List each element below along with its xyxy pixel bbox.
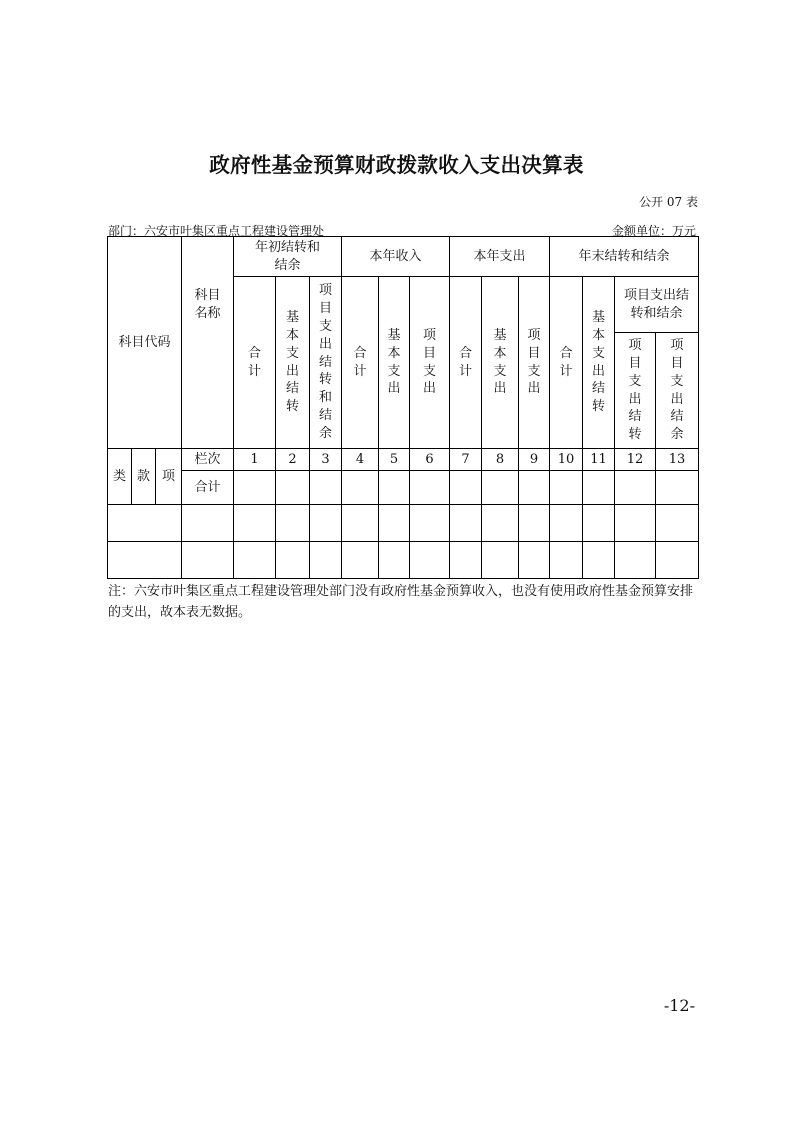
- opening-basic-carry-header: 基 本 支 出 结 转: [276, 277, 310, 449]
- page-number: -12-: [663, 996, 695, 1015]
- column-number: 1: [234, 449, 276, 471]
- table-cell: [182, 542, 234, 579]
- table-cell: [615, 471, 656, 505]
- table-cell: [410, 542, 450, 579]
- closing-project-balance-header: 项 目 支 出 结 余: [656, 333, 699, 449]
- item-label: 项: [156, 449, 182, 505]
- section-label: 款: [132, 449, 156, 505]
- table-cell: [656, 471, 699, 505]
- closing-total-header: 合 计: [550, 277, 583, 449]
- income-total-header: 合 计: [342, 277, 379, 449]
- table-cell: [583, 471, 615, 505]
- table-cell: [550, 542, 583, 579]
- column-number: 11: [583, 449, 615, 471]
- column-number: 10: [550, 449, 583, 471]
- table-cell: [379, 471, 410, 505]
- expense-project-header: 项 目 支 出: [519, 277, 550, 449]
- column-number-label: 栏次: [182, 449, 234, 471]
- column-number: 8: [482, 449, 519, 471]
- table-cell: [450, 505, 482, 542]
- column-number: 9: [519, 449, 550, 471]
- column-number: 12: [615, 449, 656, 471]
- table-cell: [656, 542, 699, 579]
- table-cell: [310, 471, 342, 505]
- table-cell: [276, 542, 310, 579]
- fund-budget-table: [107, 236, 699, 579]
- table-cell: [108, 542, 182, 579]
- table-cell: [550, 505, 583, 542]
- table-cell: [379, 505, 410, 542]
- table-cell: [482, 505, 519, 542]
- table-cell: [234, 505, 276, 542]
- column-number: 7: [450, 449, 482, 471]
- table-cell: [450, 542, 482, 579]
- total-row-label: 合计: [182, 471, 234, 505]
- table-row: [108, 542, 699, 579]
- table-cell: [342, 471, 379, 505]
- table-cell: [519, 505, 550, 542]
- column-number: 3: [310, 449, 342, 471]
- column-number: 5: [379, 449, 410, 471]
- column-number: 6: [410, 449, 450, 471]
- table-cell: [519, 542, 550, 579]
- table-cell: [276, 471, 310, 505]
- subject-code-header: 科目代码: [108, 237, 182, 449]
- closing-project-header: 项目支出结转和结余: [615, 277, 699, 333]
- table-cell: [108, 505, 182, 542]
- closing-balance-header: 年末结转和结余: [550, 237, 699, 277]
- footnote: 注：六安市叶集区重点工程建设管理处部门没有政府性基金预算收入，也没有使用政府性基金预算安排的支出，故本表无数据。: [108, 584, 694, 620]
- table-cell: [379, 542, 410, 579]
- table-cell: [450, 471, 482, 505]
- table-cell: [482, 542, 519, 579]
- table-cell: [234, 471, 276, 505]
- income-basic-header: 基 本 支 出: [379, 277, 410, 449]
- class-label: 类: [108, 449, 132, 505]
- subject-name-header: 科目 名称: [182, 237, 234, 449]
- income-header: 本年收入: [342, 237, 450, 277]
- closing-basic-carry-header: 基 本 支 出 结 转: [583, 277, 615, 449]
- page-title: 政府性基金预算财政拨款收入支出决算表: [209, 153, 584, 177]
- table-cell: [583, 505, 615, 542]
- opening-project-carry-balance-header: 项 目 支 出 结 转 和 结 余: [310, 277, 342, 449]
- table-cell: [310, 505, 342, 542]
- expense-total-header: 合 计: [450, 277, 482, 449]
- table-cell: [310, 542, 342, 579]
- closing-project-carry-header: 项 目 支 出 结 转: [615, 333, 656, 449]
- table-row: [108, 505, 699, 542]
- table-cell: [234, 542, 276, 579]
- column-number: 13: [656, 449, 699, 471]
- table-cell: [276, 505, 310, 542]
- table-cell: [615, 505, 656, 542]
- table-cell: [342, 505, 379, 542]
- table-cell: [410, 471, 450, 505]
- expense-basic-header: 基 本 支 出: [482, 277, 519, 449]
- table-cell: [550, 471, 583, 505]
- opening-total-header: 合 计: [234, 277, 276, 449]
- department-label: 部门：六安市叶集区重点工程建设管理处: [108, 224, 325, 238]
- table-cell: [410, 505, 450, 542]
- column-number: 2: [276, 449, 310, 471]
- table-cell: [656, 505, 699, 542]
- form-number: 公开 07 表: [639, 195, 698, 209]
- column-number: 4: [342, 449, 379, 471]
- table-cell: [182, 505, 234, 542]
- table-cell: [342, 542, 379, 579]
- income-project-header: 项 目 支 出: [410, 277, 450, 449]
- expense-header: 本年支出: [450, 237, 550, 277]
- table-cell: [482, 471, 519, 505]
- amount-unit-label: 金额单位：万元: [611, 224, 696, 238]
- table-cell: [583, 542, 615, 579]
- table-cell: [615, 542, 656, 579]
- opening-balance-header: 年初结转和结余: [234, 237, 342, 277]
- table-cell: [519, 471, 550, 505]
